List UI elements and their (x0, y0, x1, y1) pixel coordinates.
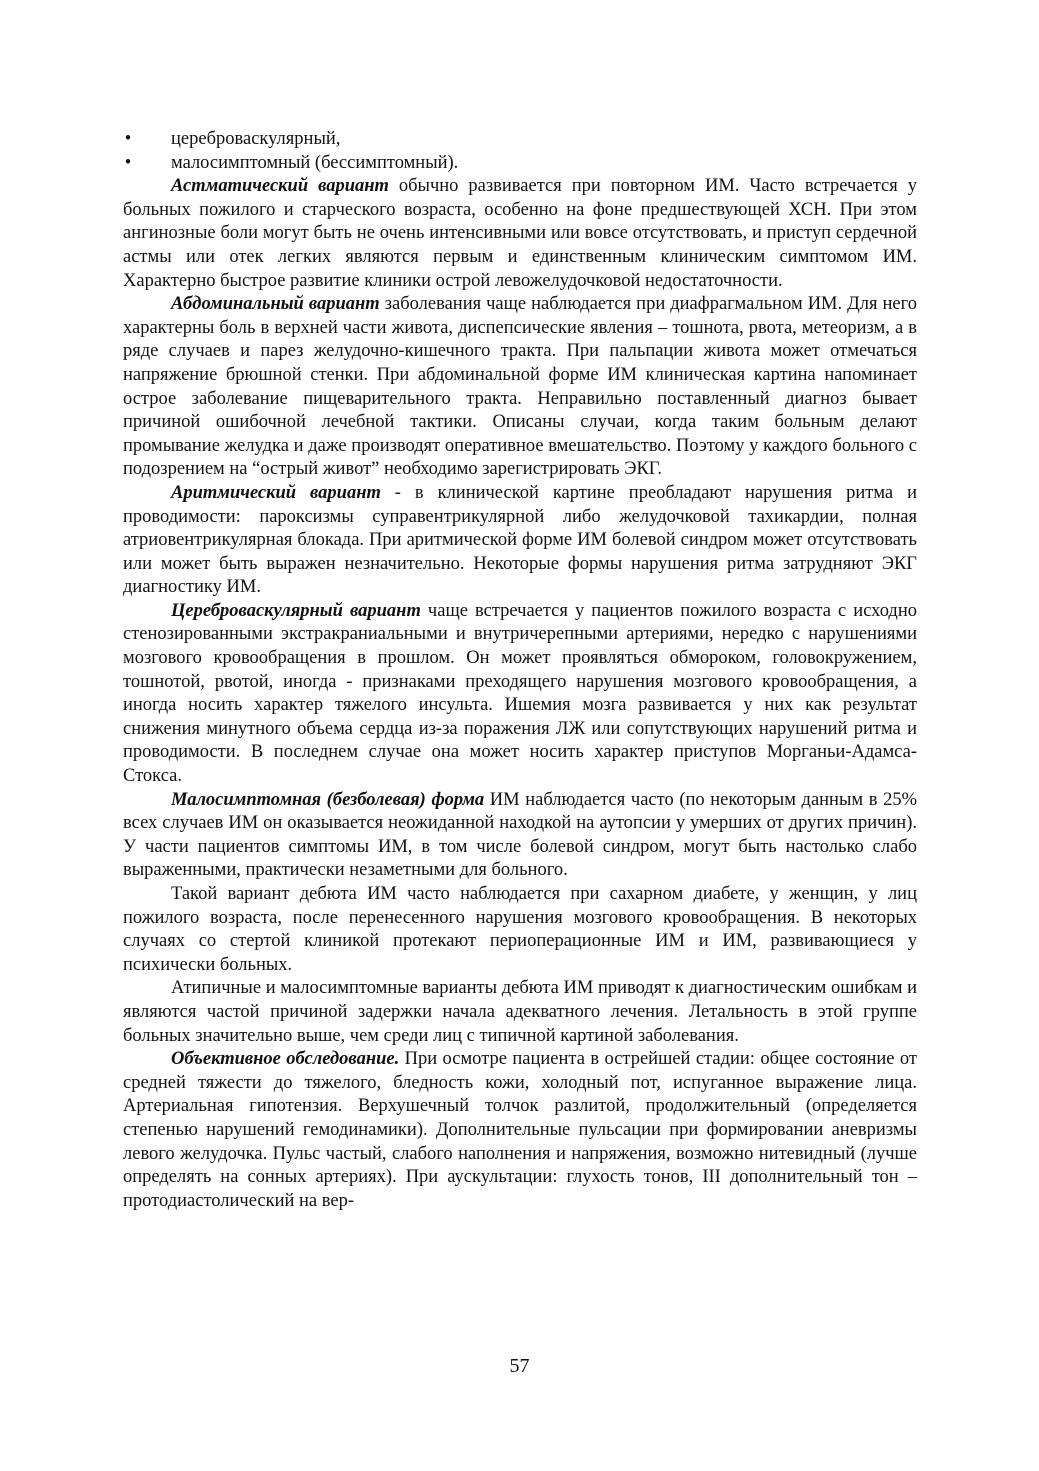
term-heading: Аритмический вариант (171, 482, 381, 503)
paragraph-text: обычно развивается при повторном ИМ. Часто встречается у больных пожилого и старческого возраста, особенно на фоне предшествующей ХСН. При этом ангинозные боли могут быть не очень интенсивными или вовсе отсутствовать, и приступ сердечной астмы или отек легких являются первым и единственным клиническим симптомом ИМ. Характерно быстрое развитие клиники острой левожелудочковой недостаточности. (123, 176, 917, 291)
paragraph-abdominal-variant (123, 293, 917, 482)
paragraph-text: - в клинической картине преобладают нарушения ритма и проводимости: пароксизмы суправентрикулярной либо желудочковой тахикардии, полная атриовентрикулярная блокада. При аритмической форме ИМ болевой синдром может отсутствовать или может быть выражен незначительно. Некоторые формы нарушения ритма затрудняют ЭКГ диагностику ИМ. (123, 482, 917, 598)
list-item (123, 152, 917, 176)
paragraph-debut-variant (123, 883, 917, 977)
paragraph-cerebrovascular-variant (123, 600, 917, 789)
paragraph-text: ИМ наблюдается часто (по некоторым данным в 25% всех случаев ИМ он оказывается неожиданной находкой на аутопсии у умерших от других причин). У части пациентов симптомы ИМ, в том числе болевой синдром, могут быть настолько слабо выраженными, практически незаметными для больного. (123, 789, 917, 881)
paragraph-silent-form (123, 789, 917, 883)
paragraph-text: При осмотре пациента в острейшей стадии: общее состояние от средней тяжести до тяжелого, бледность кожи, холодный пот, испуганное выражение лица. Артериальная гипотензия. Верхушечный толчок разлитой, продолжительный (определяется степенью нарушений гемодинамики). Дополнительные пульсации при формировании аневризмы левого желудочка. Пульс частый, слабого наполнения и напряжения, возможно нитевидный (лучше определять на сонных артериях). При аускультации: глухость тонов, III дополнительный тон –протодиастолический на вер- (123, 1049, 917, 1211)
term-heading: Цереброваскулярный вариант (171, 600, 421, 621)
list-item-text: цереброваскулярный, (171, 129, 341, 149)
paragraph-arrhythmic-variant (123, 482, 917, 600)
paragraph-text: чаще встречается у пациентов пожилого возраста с исходно стенозированными экстракраниальными и внутричерепными артериями, нередко с нарушениями мозгового кровообращения в прошлом. Он может проявляться обмороком, головокружением, тошнотой, рвотой, иногда - признаками преходящего нарушения мозгового кровообращения, а иногда носить характер тяжелого инсульта. Ишемия мозга развивается у них как результат снижения минутного объема сердца из-за поражения ЛЖ или сопутствующих нарушений ритма и проводимости. В последнем случае она может носить характер приступов Морганьи-Адамса-Стокса. (123, 600, 917, 787)
list-item-text: малосимптомный (бессимптомный). (171, 152, 459, 173)
term-heading: Абдоминальный вариант (171, 294, 380, 315)
paragraph-atypical-variants (123, 977, 917, 1048)
bullet-icon: • (124, 152, 132, 173)
paragraph-text: заболевания чаще наблюдается при диафрагмальном ИМ. Для него характерны боль в верхней части живота, диспепсические явления – тошнота, рвота, метеоризм, а в ряде случаев и парез желудочно-кишечного тракта. При пальпации живота может отмечаться напряжение брюшной стенки. При абдоминальной форме ИМ клиническая картина напоминает острое заболевание пищеварительного тракта. Неправильно поставленный диагноз бывает причиной ошибочной лечебной тактики. Описаны случаи, когда таким больным делают промывание желудка и даже производят оперативное вмешательство. Поэтому у каждого больного с подозрением на “острый живот” необходимо зарегистрировать ЭКГ. (123, 294, 918, 480)
paragraph-objective-exam (123, 1048, 917, 1213)
paragraph-text: Такой вариант дебюта ИМ часто наблюдается при сахарном диабете, у женщин, у лиц пожилого возраста, после перенесенного нарушения мозгового кровообращения. В некоторых случаях со стертой клиникой протекают периоперационные ИМ и ИМ, развивающиеся у психически больных. (123, 884, 917, 975)
page-body (123, 128, 917, 1213)
term-heading: Объективное обследование. (171, 1049, 400, 1070)
list-item (123, 128, 917, 152)
term-heading: Малосимптомная (безболевая) форма (171, 789, 485, 810)
paragraph-asthmatic-variant (123, 175, 917, 293)
paragraph-text: Атипичные и малосимптомные варианты дебюта ИМ приводят к диагностическим ошибкам и являются частой причиной задержки начала адекватного лечения. Летальность в этой группе больных значительно выше, чем среди лиц с типичной картиной заболевания. (123, 978, 917, 1046)
bullet-icon: • (124, 129, 132, 149)
bullet-list (123, 128, 917, 175)
page-number: 57 (509, 1355, 530, 1377)
term-heading: Астматический вариант (171, 176, 389, 197)
